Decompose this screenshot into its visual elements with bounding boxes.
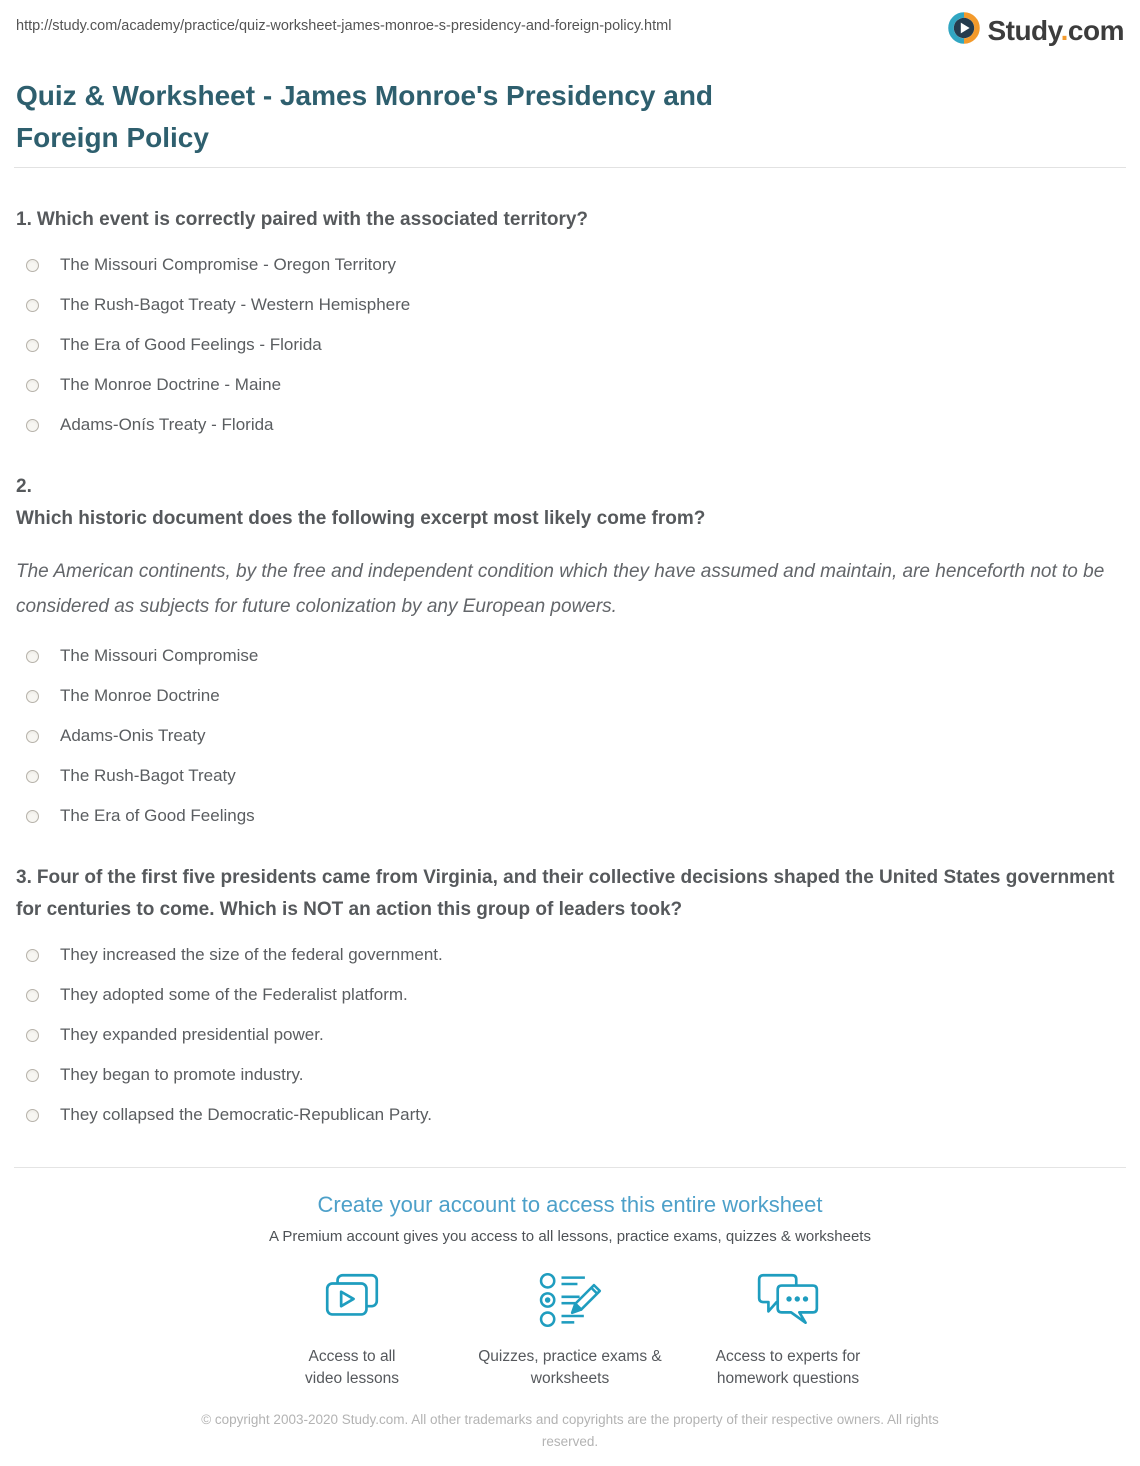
option-label: Adams-Onís Treaty - Florida (60, 415, 274, 435)
feature-label: Access to all video lessons (305, 1348, 399, 1388)
answer-option[interactable] (16, 766, 1124, 786)
question-3-options (16, 945, 1124, 1125)
answer-option[interactable] (16, 686, 1124, 706)
radio-button[interactable] (26, 419, 39, 432)
answer-option[interactable] (16, 1065, 1124, 1085)
question-2-text: Which historic document does the following excerpt most likely come from? (16, 507, 706, 529)
option-label: The Era of Good Feelings (60, 806, 255, 826)
page-url: http://study.com/academy/practice/quiz-worksheet-james-monroe-s-presidency-and-foreign-policy.html (16, 18, 672, 34)
video-lessons-icon (320, 1271, 384, 1346)
page-footer (0, 1409, 1140, 1466)
question-3 (16, 862, 1124, 1125)
option-label: They adopted some of the Federalist platform. (60, 985, 408, 1004)
page-title: Quiz & Worksheet - James Monroe's Presidency and Foreign Policy (16, 80, 714, 153)
radio-button[interactable] (26, 650, 39, 663)
answer-option[interactable] (16, 646, 1124, 666)
radio-button[interactable] (26, 339, 39, 352)
answer-option[interactable] (16, 985, 1124, 1005)
feature-label: Access to experts for homework questions (715, 1348, 861, 1388)
answer-option[interactable] (16, 945, 1124, 965)
option-label: They expanded presidential power. (60, 1025, 324, 1044)
radio-button[interactable] (26, 259, 39, 272)
option-label: The Monroe Doctrine - Maine (60, 375, 282, 395)
question-1-number: 1. (16, 209, 32, 230)
question-3-heading (16, 862, 1124, 925)
quiz-body (0, 204, 1140, 1125)
question-1-options (16, 255, 1124, 435)
radio-button[interactable] (26, 299, 39, 312)
studycom-play-icon (948, 12, 980, 49)
question-3-number: 3. (16, 867, 32, 889)
question-1 (16, 204, 1124, 435)
feature-quizzes-worksheets (461, 1271, 679, 1391)
feature-expert-help (679, 1271, 897, 1391)
answer-option[interactable] (16, 415, 1124, 435)
question-1-text: Which event is correctly paired with the associated territory? (36, 209, 589, 230)
radio-button[interactable] (26, 379, 39, 392)
experts-chat-icon (754, 1271, 822, 1346)
radio-button[interactable] (26, 770, 39, 783)
answer-option[interactable] (16, 295, 1124, 315)
answer-option[interactable] (16, 335, 1124, 355)
answer-option[interactable] (16, 806, 1124, 826)
radio-button[interactable] (26, 1029, 39, 1042)
cta-title: Create your account to access this entire worksheet (317, 1192, 823, 1217)
title-divider (14, 167, 1126, 168)
question-2 (16, 471, 1124, 826)
option-label: The Rush-Bagot Treaty (60, 766, 236, 786)
question-2-heading (16, 471, 1124, 534)
cta-section (0, 1168, 1140, 1391)
feature-video-lessons (243, 1271, 461, 1391)
radio-button[interactable] (26, 810, 39, 823)
feature-label: Quizzes, practice exams & worksheets (478, 1348, 662, 1388)
option-label: Adams-Onis Treaty (60, 726, 206, 746)
answer-option[interactable] (16, 1025, 1124, 1045)
option-label: The Era of Good Feelings - Florida (60, 335, 322, 355)
option-label: They increased the size of the federal government. (60, 945, 443, 964)
studycom-logo[interactable] (948, 12, 1124, 49)
answer-option[interactable] (16, 255, 1124, 275)
option-label: The Monroe Doctrine (60, 686, 220, 706)
page-header (0, 0, 1140, 49)
option-label: The Missouri Compromise - Oregon Territory (60, 255, 396, 275)
radio-button[interactable] (26, 949, 39, 962)
question-2-options (16, 646, 1124, 826)
question-3-text: Four of the first five presidents came from Virginia, and their collective decisions shaped the United States government for centuries to come. Which is NOT an action this group of leaders took? (16, 867, 1115, 920)
radio-button[interactable] (26, 730, 39, 743)
option-label: They began to promote industry. (60, 1065, 304, 1084)
answer-option[interactable] (16, 1105, 1124, 1125)
radio-button[interactable] (26, 989, 39, 1002)
question-2-excerpt: The American continents, by the free and independent condition which they have assumed and maintain, are henceforth not to be considered as subjects for future colonization by any European powers. (16, 561, 1105, 618)
option-label: The Rush-Bagot Treaty - Western Hemisphere (60, 295, 411, 315)
option-label: They collapsed the Democratic-Republican Party. (60, 1105, 432, 1124)
question-2-number: 2. (16, 476, 32, 498)
question-1-heading (16, 204, 1124, 235)
copyright-text: © copyright 2003-2020 Study.com. All other trademarks and copyrights are the property of their respective owners. All rights reserved. (201, 1411, 939, 1449)
answer-option[interactable] (16, 375, 1124, 395)
radio-button[interactable] (26, 690, 39, 703)
logo-wordmark: Study.com (987, 14, 1124, 46)
cta-subtitle: A Premium account gives you access to all lessons, practice exams, quizzes & worksheets (269, 1228, 871, 1245)
radio-button[interactable] (26, 1069, 39, 1082)
answer-option[interactable] (16, 726, 1124, 746)
option-label: The Missouri Compromise (60, 646, 259, 666)
radio-button[interactable] (26, 1109, 39, 1122)
feature-list (0, 1271, 1140, 1391)
quizzes-worksheets-icon (537, 1271, 603, 1346)
